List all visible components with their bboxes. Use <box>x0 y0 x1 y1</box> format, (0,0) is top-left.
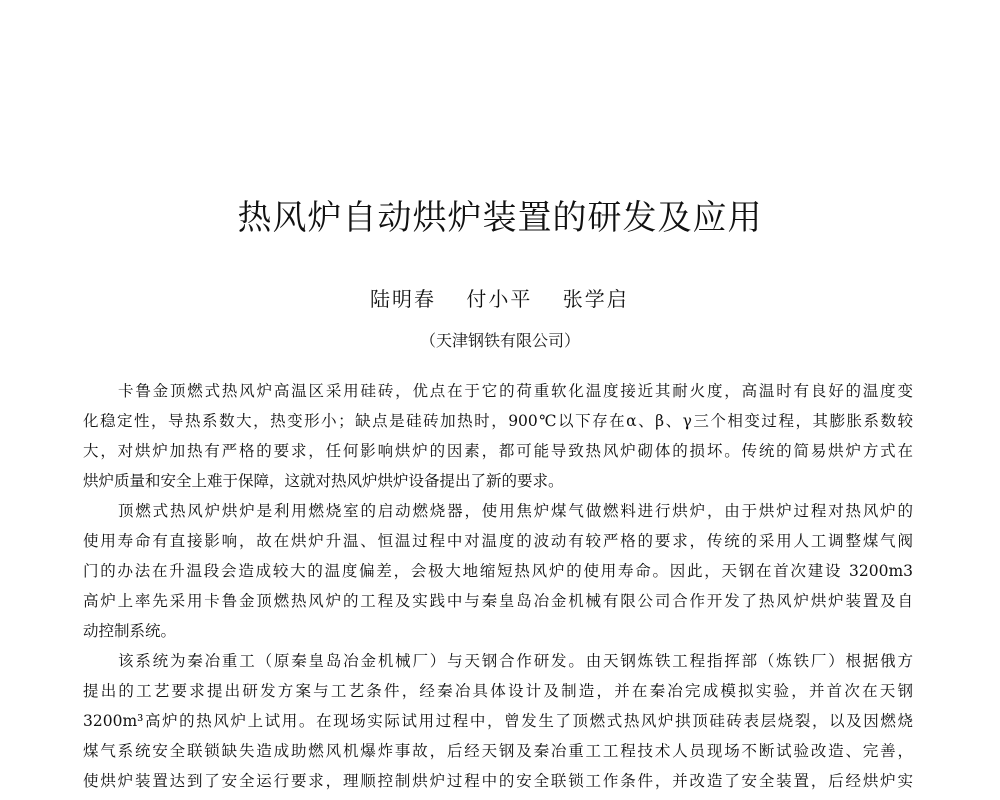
text-line: 烘炉质量和安全上难于保障，这就对热风炉烘炉设备提出了新的要求。 <box>83 472 564 490</box>
text-line: 化稳定性，导热系数大，热变形小；缺点是硅砖加热时，900℃以下存在α、β、γ三个相变过程，其膨胀系数较 <box>83 412 913 430</box>
author: 付小平 <box>466 287 533 311</box>
text-line: 使用寿命有直接影响，故在烘炉升温、恒温过程中对温度的波动有较严格的要求，传统的采用人工调整煤气阀 <box>83 532 913 550</box>
text-line: 使烘炉装置达到了安全运行要求，理顺控制烘炉过程中的安全联锁工作条件，并改造了安全装置，后经烘炉实 <box>83 772 913 790</box>
text-line: 高炉上率先采用卡鲁金顶燃热风炉的工程及实践中与秦皇岛冶金机械有限公司合作开发了热风炉烘炉装置及自 <box>83 592 913 610</box>
text-line: 煤气系统安全联锁缺失造成助燃风机爆炸事故，后经天钢及秦冶重工工程技术人员现场不断试验改造、完善， <box>83 742 913 760</box>
text-line: 该系统为秦冶重工（原秦皇岛冶金机械厂）与天钢合作研发。由天钢炼铁工程指挥部（炼铁厂）根据俄方 <box>118 652 913 670</box>
text-line: 动控制系统。 <box>83 622 177 640</box>
document-title: 热风炉自动烘炉装置的研发及应用 <box>237 198 763 238</box>
authors <box>370 283 651 312</box>
affiliation: （天津钢铁有限公司） <box>419 331 580 350</box>
text-line: 卡鲁金顶燃式热风炉高温区采用硅砖，优点在于它的荷重软化温度接近其耐火度，高温时有良好的温度变 <box>118 382 913 400</box>
text-line: 顶燃式热风炉烘炉是利用燃烧室的启动燃烧器，使用焦炉煤气做燃料进行烘炉，由于烘炉过程对热风炉的 <box>118 502 913 520</box>
author: 陆明春 <box>370 287 436 311</box>
text-line: 提出的工艺要求提出研发方案与工艺条件，经秦冶具体设计及制造，并在秦冶完成模拟实验，并首次在天钢 <box>83 682 913 700</box>
author: 张学启 <box>562 287 629 311</box>
text-line: 门的办法在升温段会造成较大的温度偏差，会极大地缩短热风炉的使用寿命。因此，天钢在首次建设 3200m3 <box>83 562 913 580</box>
text-line: 3200m³高炉的热风炉上试用。在现场实际试用过程中，曾发生了顶燃式热风炉拱顶硅砖表层烧裂，以及因燃烧 <box>83 712 913 730</box>
text-line: 大，对烘炉加热有严格的要求，任何影响烘炉的因素，都可能导致热风炉砌体的损坏。传统的简易烘炉方式在 <box>83 442 913 460</box>
